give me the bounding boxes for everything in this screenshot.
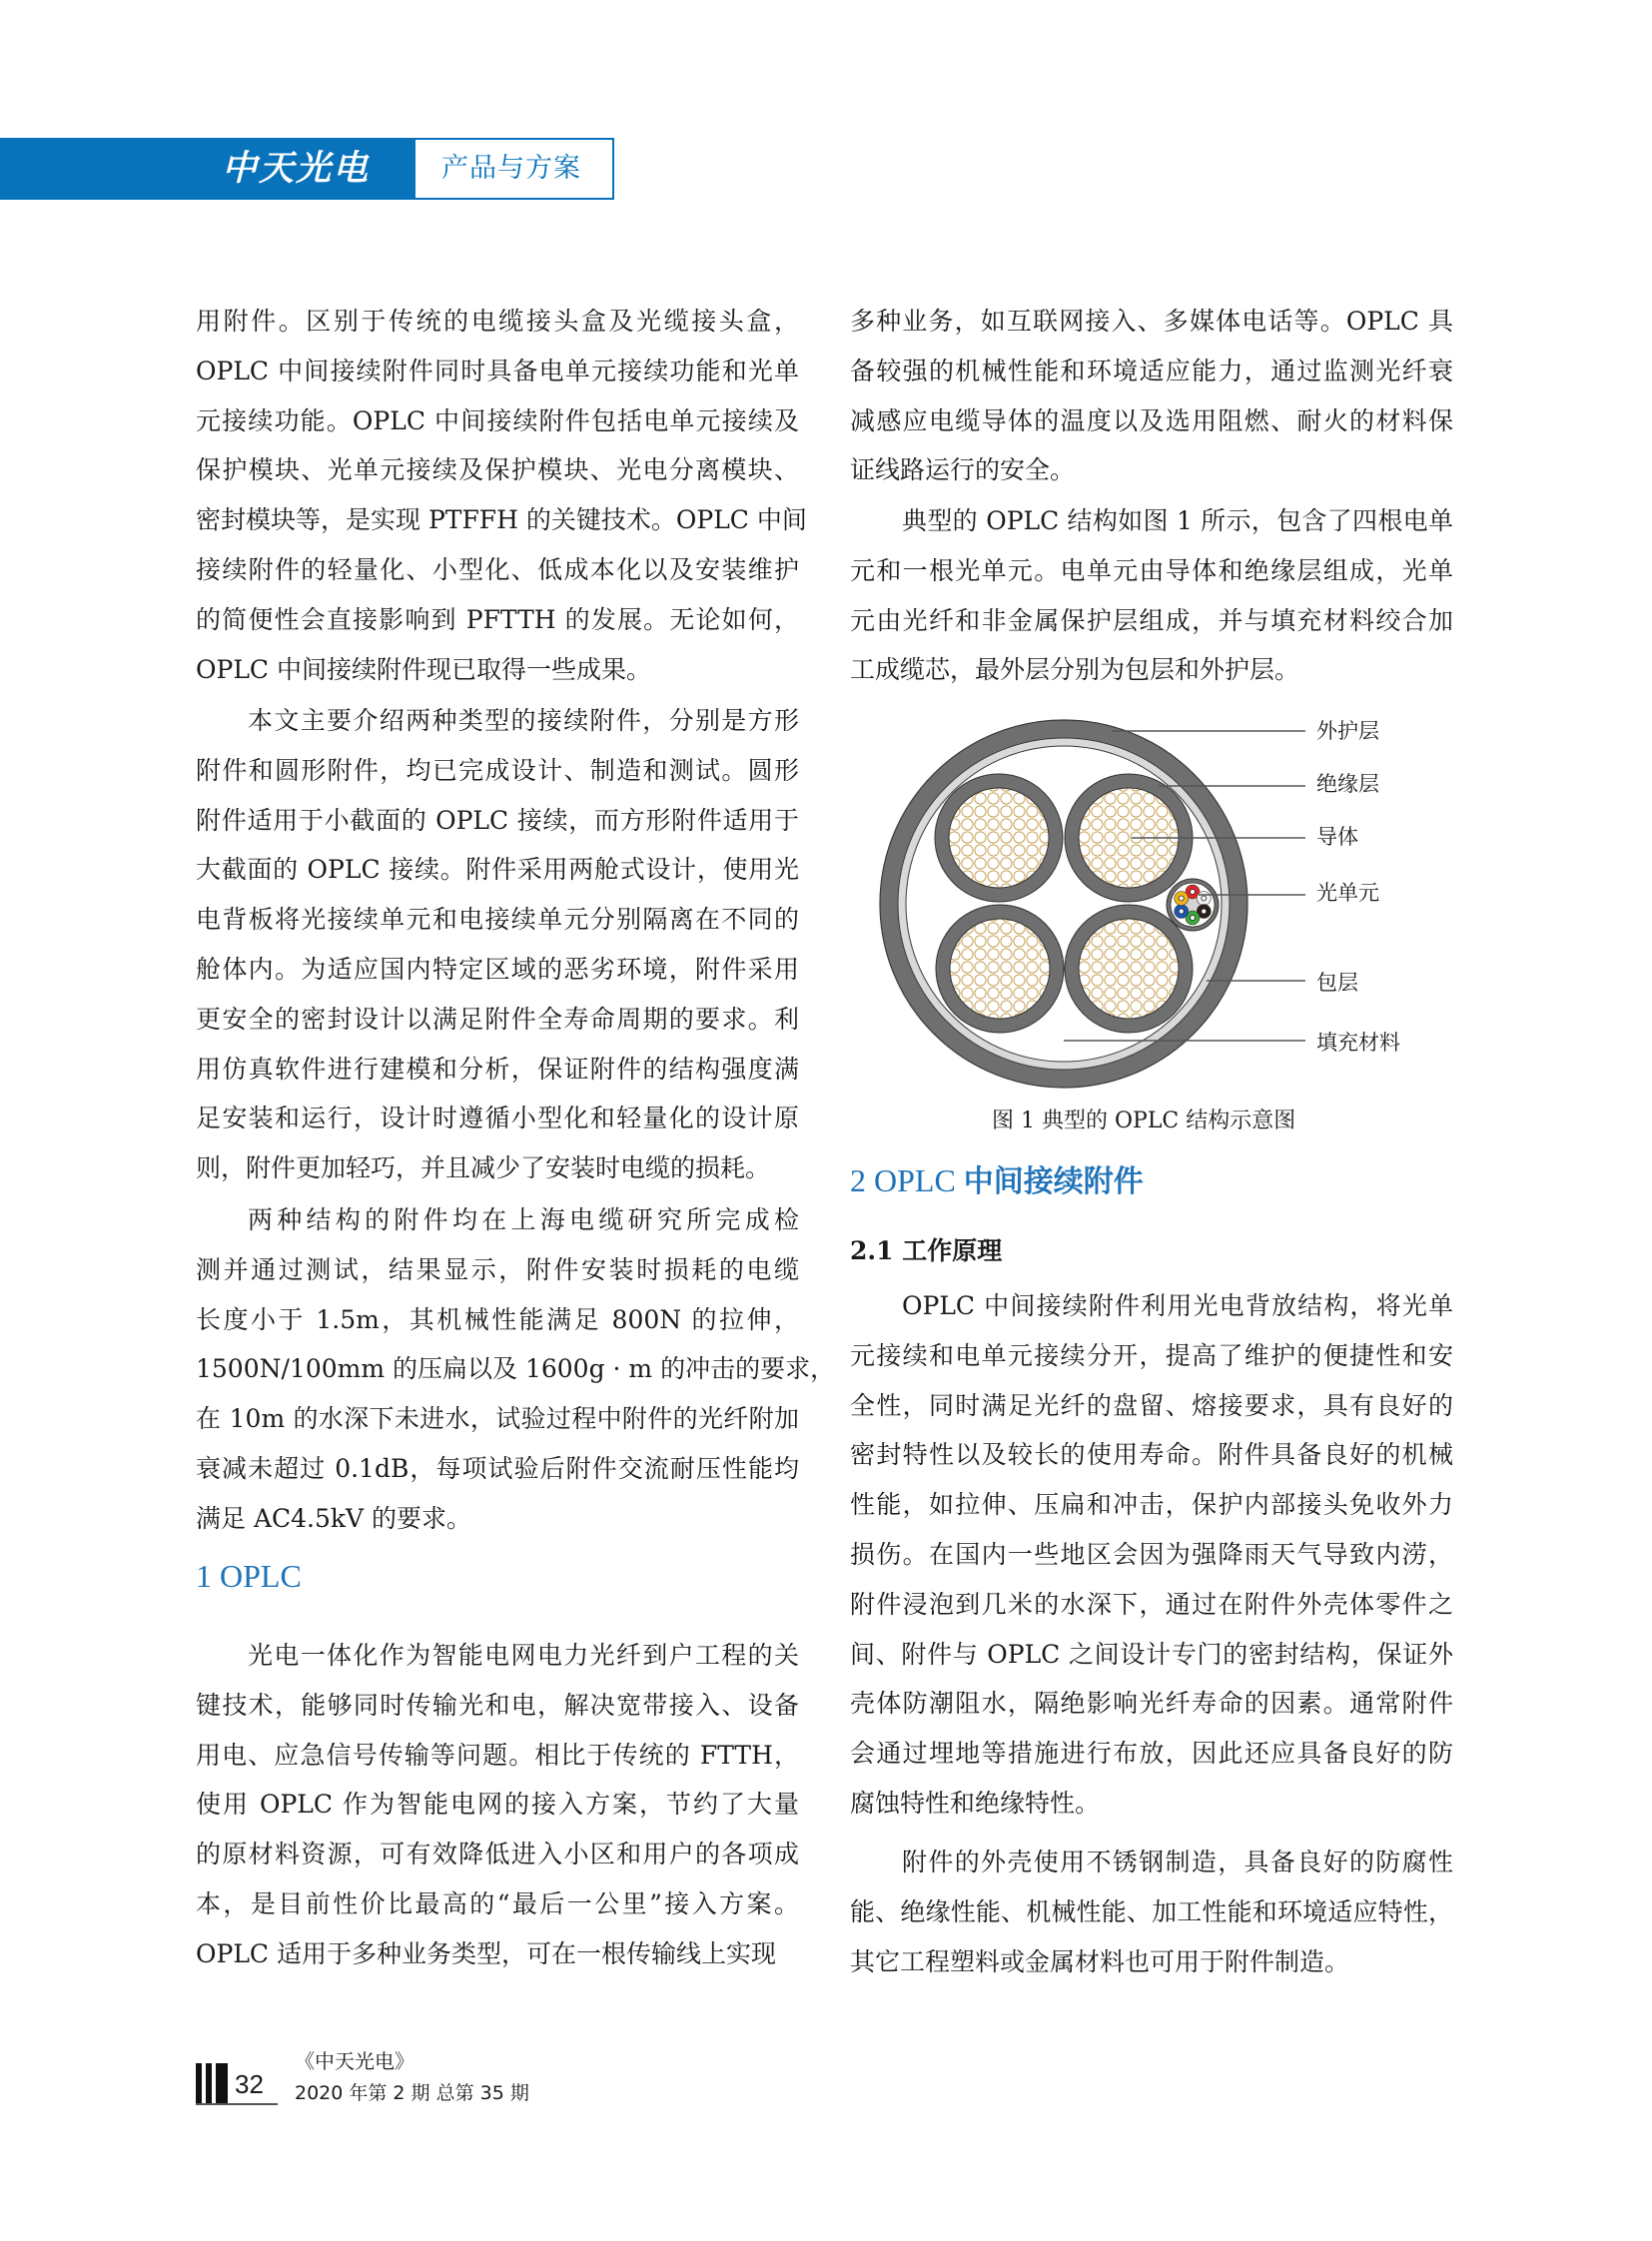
figure-label: 外护层 [1316, 719, 1379, 743]
text-line: 全性，同时满足光纤的盘留、熔接要求，具有良好的 [850, 1390, 1453, 1420]
text-line: 电背板将光接续单元和电接续单元分别隔离在不同的 [196, 905, 799, 935]
text-line: 满足 AC4.5kV 的要求。 [196, 1503, 472, 1533]
figure-caption: 图 1 典型的 OPLC 结构示意图 [992, 1109, 1296, 1133]
text-line: 则，附件更加轻巧，并且减少了安装时电缆的损耗。 [196, 1153, 771, 1183]
subsection-heading-2-1: 2.1 工作原理 [850, 1236, 1003, 1265]
heading-number: 2 OPLC [850, 1162, 964, 1198]
text-line: 元接续和电单元接续分开，提高了维护的便捷性和安 [850, 1340, 1453, 1370]
text-line: 附件的外壳使用不锈钢制造，具备良好的防腐性 [902, 1848, 1453, 1876]
text-line: 附件浸泡到几米的水深下，通过在附件外壳体零件之 [850, 1589, 1453, 1619]
section-label: 产品与方案 [441, 153, 581, 184]
text-line: 腐蚀特性和绝缘特性。 [850, 1789, 1101, 1818]
text-line: 其它工程塑料或金属材料也可用于附件制造。 [850, 1946, 1350, 1976]
text-line: 减感应电缆导体的温度以及选用阻燃、耐火的材料保 [850, 405, 1453, 435]
footer-rule [196, 2103, 278, 2105]
text-line: 大截面的 OPLC 接续。附件采用两舱式设计，使用光 [196, 855, 799, 885]
text-line: 舱体内。为适应国内特定区域的恶劣环境，附件采用 [196, 955, 799, 984]
text-line: 元接续功能。OPLC 中间接续附件包括电单元接续及 [196, 405, 799, 435]
text-line: OPLC 中间接续附件利用光电背放结构，将光单 [902, 1291, 1453, 1320]
text-line: 多种业务，如互联网接入、多媒体电话等。OPLC 具 [850, 307, 1453, 336]
text-line: 典型的 OPLC 结构如图 1 所示，包含了四根电单 [902, 506, 1453, 535]
section-heading-1: 1 OPLC [196, 1558, 302, 1594]
figure-label: 光单元 [1316, 881, 1379, 905]
text-line: 用电、应急信号传输等问题。相比于传统的 FTTH， [196, 1740, 799, 1770]
figure-label: 绝缘层 [1316, 772, 1379, 796]
text-line: 使用 OPLC 作为智能电网的接入方案，节约了大量 [196, 1790, 799, 1820]
text-line: 保护模块、光单元接续及保护模块、光电分离模块、 [196, 455, 799, 485]
text-line: 会通过埋地等措施进行布放，因此还应具备良好的防 [850, 1739, 1453, 1769]
text-line: 壳体防潮阻水，隔绝影响光纤寿命的因素。通常附件 [850, 1689, 1453, 1719]
text-line: OPLC 中间接续附件现已取得一些成果。 [196, 654, 651, 684]
text-line: 元由光纤和非金属保护层组成，并与填充材料绞合加 [850, 605, 1453, 635]
text-line: 更安全的密封设计以满足附件全寿命周期的要求。利 [196, 1004, 799, 1034]
text-line: 元和一根光单元。电单元由导体和绝缘层组成，光单 [850, 555, 1453, 585]
text-line: 工成缆芯，最外层分别为包层和外护层。 [850, 655, 1300, 685]
text-line: 附件适用于小截面的 OPLC 接续，而方形附件适用于 [196, 805, 799, 835]
text-line: 的简便性会直接影响到 PFTTH 的发展。无论如何， [196, 604, 799, 634]
section-label-box [413, 138, 614, 200]
text-line: 1500N/100mm 的压扁以及 1600g · m 的冲击的要求， [196, 1354, 836, 1384]
text-line: 的原材料资源，可有效降低进入小区和用户的各项成 [196, 1840, 799, 1869]
figure-label: 填充材料 [1316, 1031, 1400, 1055]
text-line: 本文主要介绍两种类型的接续附件，分别是方形 [248, 706, 799, 735]
text-line: OPLC 中间接续附件同时具备电单元接续功能和光单 [196, 356, 799, 385]
text-line: 密封特性以及较长的使用寿命。附件具备良好的机械 [850, 1440, 1453, 1470]
section-heading-2 [850, 1162, 1144, 1200]
text-line: 足安装和运行，设计时遵循小型化和轻量化的设计原 [196, 1104, 799, 1133]
text-line: 能、绝缘性能、机械性能、加工性能和环境适应特性， [850, 1896, 1453, 1926]
text-line: 在 10m 的水深下未进水，试验过程中附件的光纤附加 [196, 1404, 799, 1434]
text-line: 附件和圆形附件，均已完成设计、制造和测试。圆形 [196, 755, 799, 785]
issue-info: 2020 年第 2 期 总第 35 期 [295, 2082, 529, 2104]
magazine-name: 《中天光电》 [295, 2049, 414, 2073]
text-line: 本，是目前性价比最高的“最后一公里”接入方案。 [196, 1889, 799, 1918]
heading-text: 中间接续附件 [963, 1164, 1144, 1199]
text-line: 损伤。在国内一些地区会因为强降雨天气导致内涝， [850, 1540, 1453, 1569]
text-line: 密封模块等，是实现 PTFFH 的关键技术。OPLC 中间 [196, 505, 807, 535]
text-line: 键技术，能够同时传输光和电，解决宽带接入、设备 [196, 1690, 799, 1720]
figure-label: 包层 [1316, 971, 1358, 995]
text-line: 衰减未超过 0.1dB，每项试验后附件交流耐压性能均 [196, 1454, 799, 1483]
text-line: 性能，如拉伸、压扁和冲击，保护内部接头免收外力 [850, 1490, 1453, 1520]
text-line: 接续附件的轻量化、小型化、低成本化以及安装维护 [196, 555, 799, 584]
text-line: 备较强的机械性能和环境适应能力，通过监测光纤衰 [850, 356, 1453, 385]
text-line: OPLC 适用于多种业务类型，可在一根传输线上实现 [196, 1938, 776, 1968]
text-line: 用仿真软件进行建模和分析，保证附件的结构强度满 [196, 1054, 799, 1084]
text-line: 间、附件与 OPLC 之间设计专门的密封结构，保证外 [850, 1639, 1453, 1669]
text-line: 光电一体化作为智能电网电力光纤到户工程的关 [248, 1641, 799, 1670]
optical-unit [1167, 879, 1219, 931]
text-line: 证线路运行的安全。 [850, 455, 1076, 485]
figure-label: 导体 [1316, 825, 1358, 849]
text-line: 两种结构的附件均在上海电缆研究所完成检 [248, 1205, 799, 1234]
text-line: 用附件。区别于传统的电缆接头盒及光缆接头盒， [196, 307, 799, 336]
text-line: 测并通过测试，结果显示，附件安装时损耗的电缆 [196, 1254, 799, 1284]
text-line: 长度小于 1.5m，其机械性能满足 800N 的拉伸， [196, 1304, 799, 1334]
brand-logo: 中天光电 [222, 148, 371, 189]
page-number: 32 [235, 2069, 264, 2099]
